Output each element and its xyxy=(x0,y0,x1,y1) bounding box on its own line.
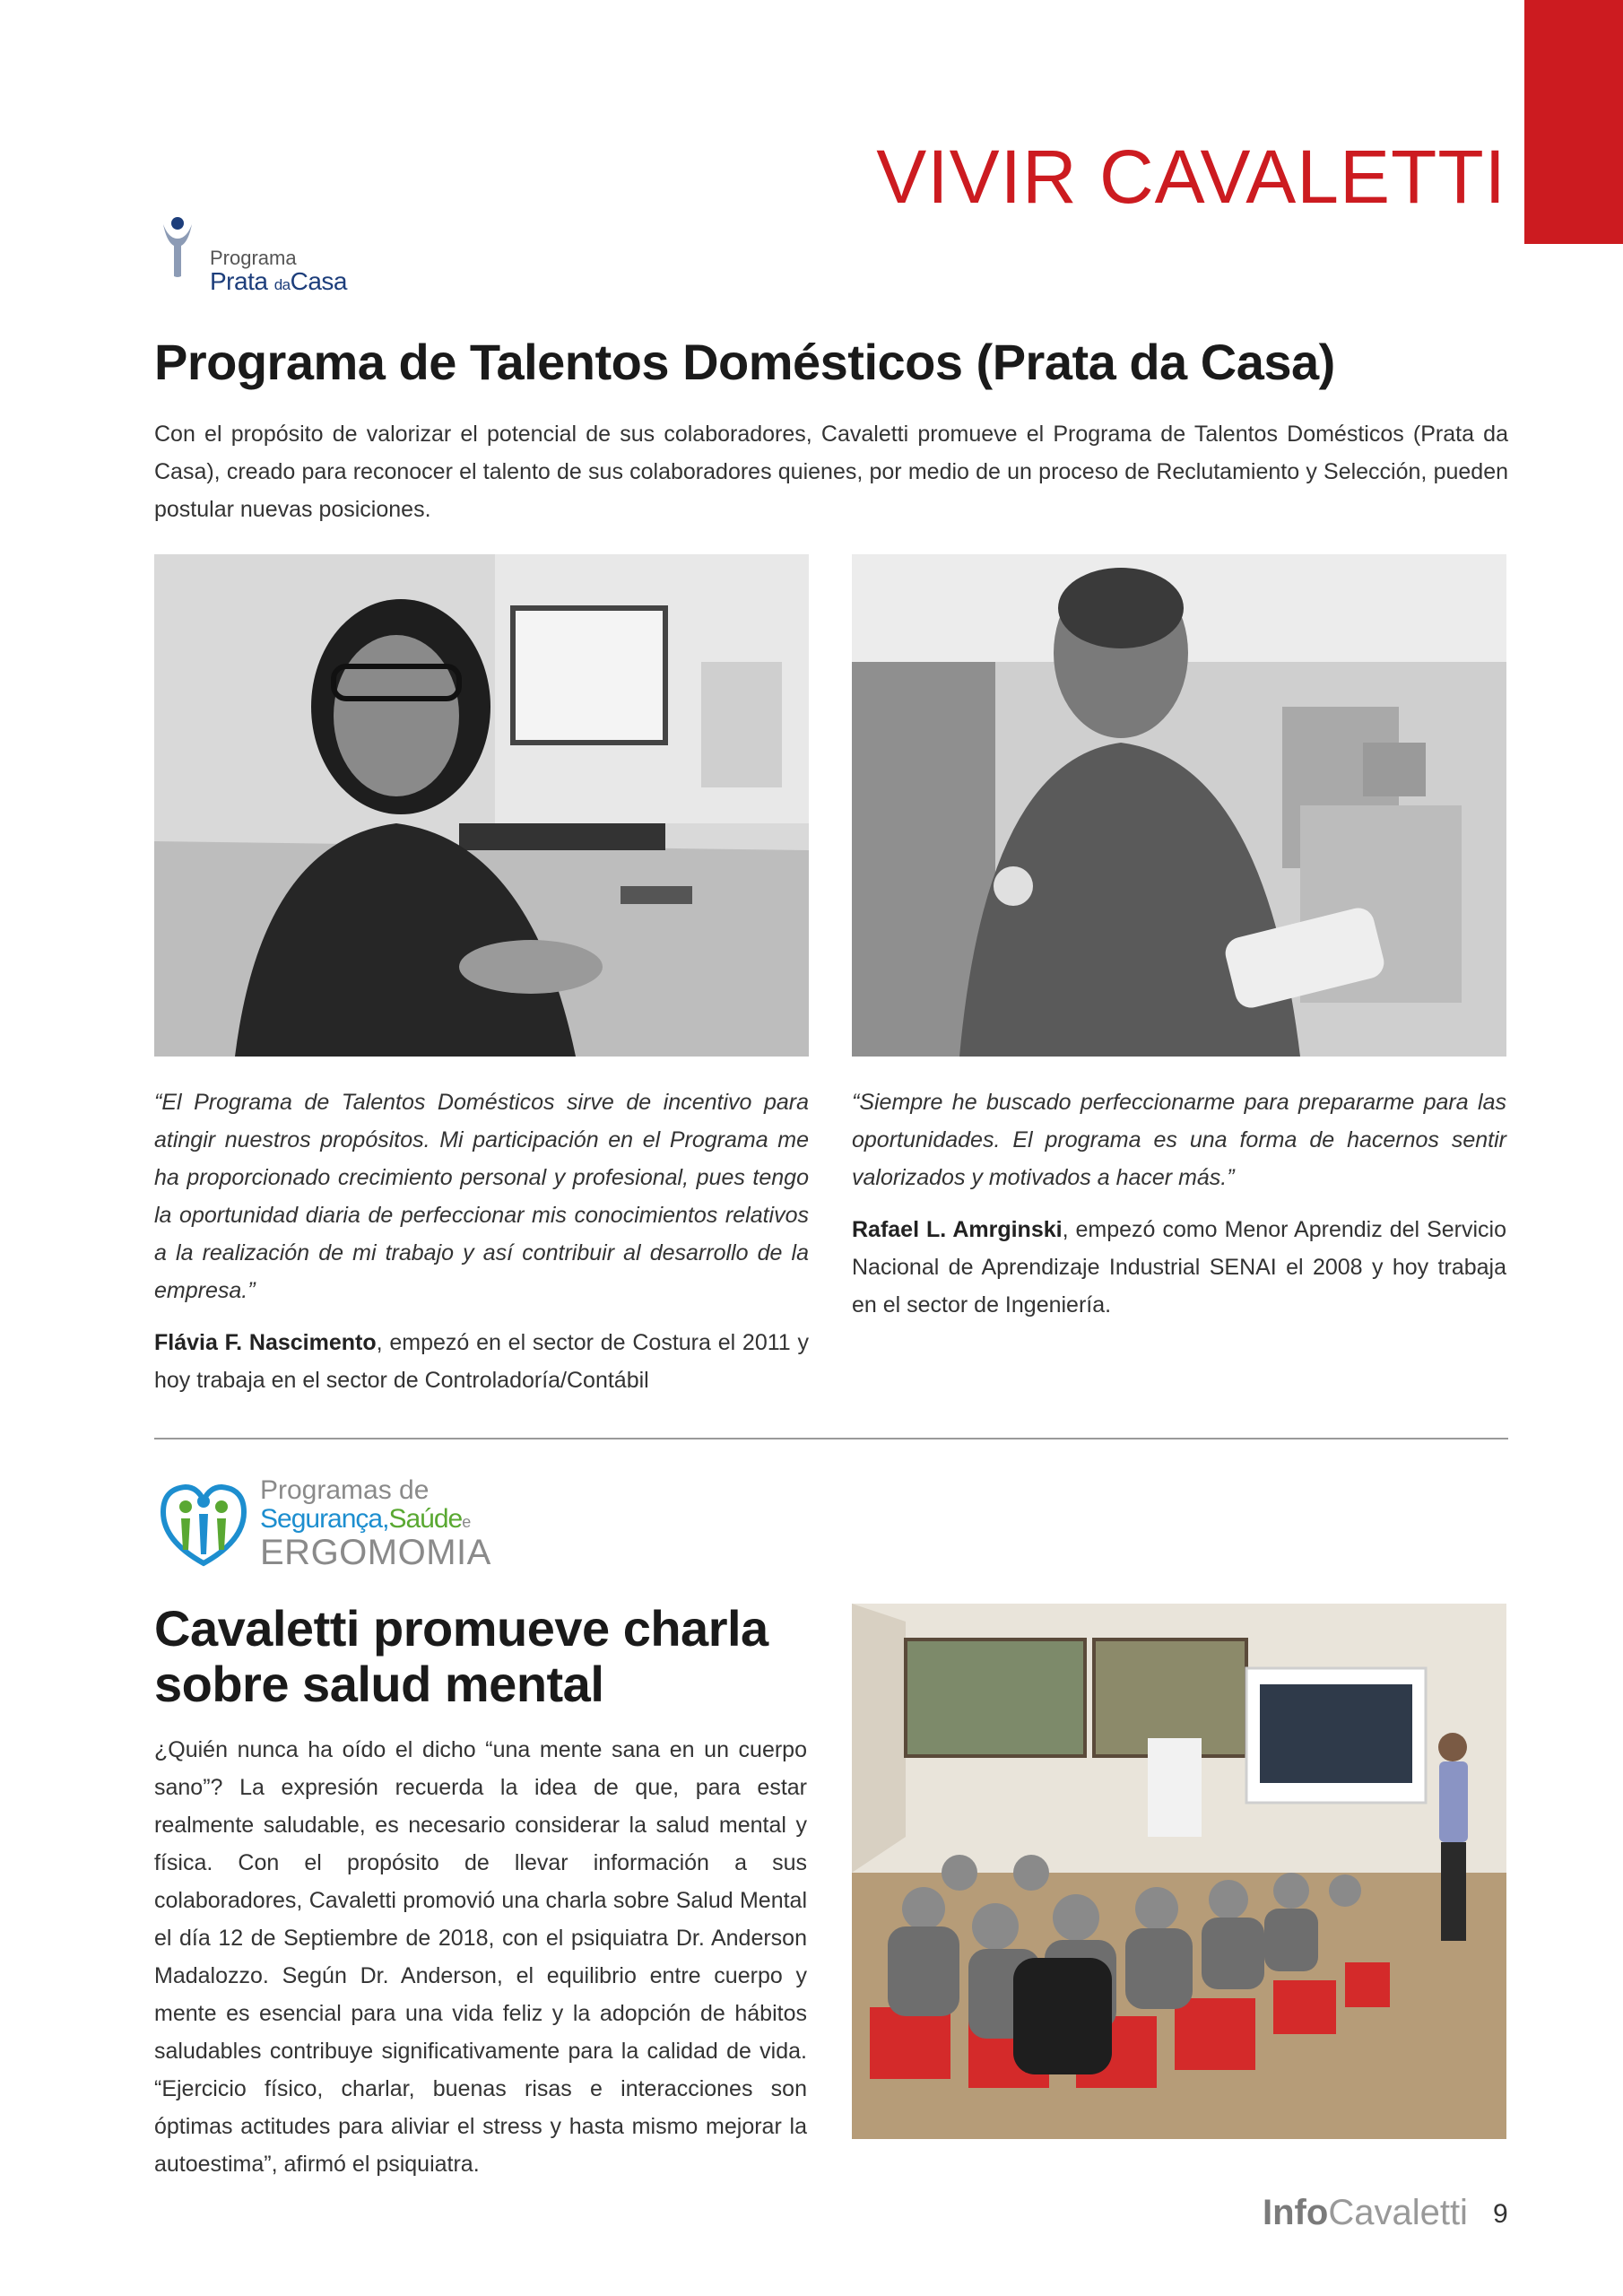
quote-rafael: “Siempre he buscado perfeccionarme para prepararme para las oportunidades. El programa es una forma de hacernos sentir valorizados y motivados a hacer más.” xyxy=(852,1090,1506,1190)
seg-logo-line3: ERGOMOMIA xyxy=(260,1533,491,1572)
talentos-intro: Con el propósito de valorizar el potencial de sus colaboradores, Cavaletti promueve el Programa de Talentos Domésticos (Prata da Casa), creado para reconocer el talento de sus colaboradores quienes, por medio de un proceso de Reclutamiento y Selección, pueden postular nuevas posiciones. xyxy=(154,422,1508,522)
footer-brand: InfoCavaletti xyxy=(1263,2193,1468,2232)
prata-da-casa-logo xyxy=(154,211,369,295)
person-figure-icon xyxy=(161,215,194,278)
photo-rafael xyxy=(852,554,1506,1057)
seg-logo-line1: Programas de xyxy=(260,1475,430,1505)
page-number: 9 xyxy=(1493,2199,1508,2229)
quote-flavia: “El Programa de Talentos Domésticos sirve de incentivo para atingir nuestros propósitos. Mi participación en el Programa me ha proporcionado crecimiento personal y profesional, pues tengo la oportunidad diaria de perfeccionar mis conocimientos relativos a la realización de mi trabajo y así contribuir al desarrollo de la empresa.” xyxy=(154,1090,809,1303)
section-divider xyxy=(154,1438,1508,1439)
photo-flavia xyxy=(154,554,809,1057)
prata-logo-line1: Programa xyxy=(210,247,297,269)
charla-heading: Cavaletti promueve charla sobre salud mental xyxy=(154,1600,768,1712)
people-heart-icon xyxy=(154,1478,253,1568)
talentos-heading: Programa de Talentos Domésticos (Prata da Casa) xyxy=(154,334,1335,390)
section-color-tab xyxy=(1524,0,1623,244)
bio-flavia: Flávia F. Nascimento, empezó en el sector de Costura el 2011 y hoy trabaja en el sector de Controladoría/Contábil xyxy=(154,1330,809,1393)
seguranca-saude-ergonomia-logo xyxy=(154,1474,495,1572)
charla-body: ¿Quién nunca ha oído el dicho “una mente sana en un cuerpo sano”? La expresión recuerda la idea de que, para estar realmente saludable, es necesario considerar la salud mental y física. Con el propósito de llevar información a sus colaboradores, Cavaletti promovió una charla sobre Salud Mental el día 12 de Septiembre de 2018, con el psiquiatra Dr. Anderson Madalozzo. Según Dr. Anderson, el equilibrio entre cuerpo y mente es esencial para una vida feliz y la adopción de hábitos saludables contribuye significativamente para la calidad de vida. “Ejercicio físico, charlar, buenas risas e interacciones son óptimas actitudes para aliviar el stress y hasta mismo mejorar la autoestima”, afirmó el psiquiatra. xyxy=(154,1737,807,2177)
seg-logo-line2: Segurança,Saúdee xyxy=(260,1504,471,1534)
prata-logo-line2: Prata daCasa xyxy=(210,267,347,295)
section-title: VIVIR CAVALETTI xyxy=(876,135,1506,219)
photo-charla xyxy=(852,1604,1506,2139)
bio-rafael: Rafael L. Amrginski, empezó como Menor Aprendiz del Servicio Nacional de Aprendizaje Industrial SENAI el 2008 y hoy trabaja en el sector de Ingeniería. xyxy=(852,1217,1506,1318)
